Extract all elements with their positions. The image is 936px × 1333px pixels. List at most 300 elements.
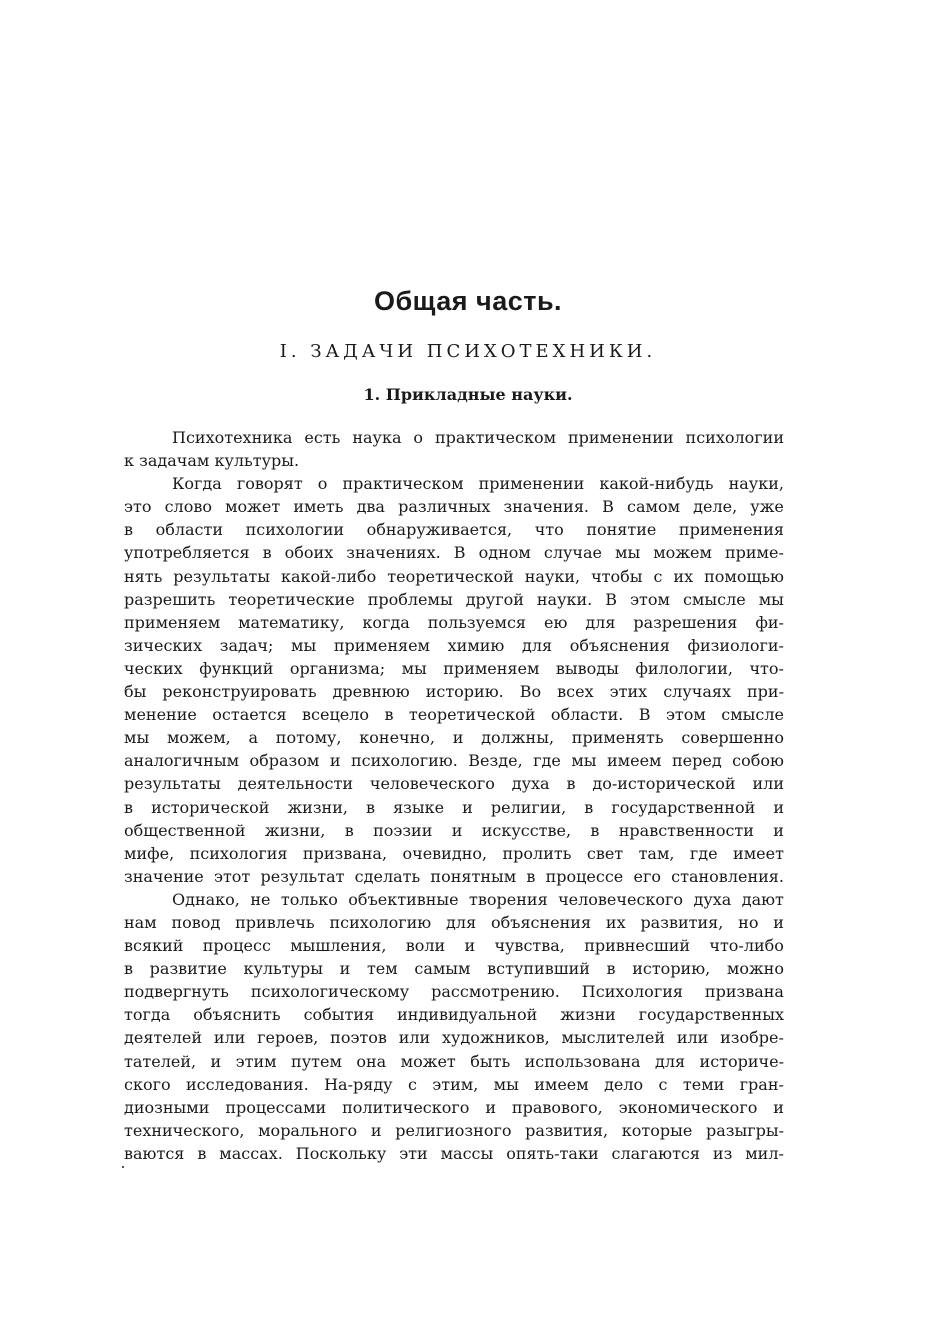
word: поэзии [373,820,433,840]
word: образом [249,751,320,771]
word: или [213,1028,246,1048]
text-line [124,980,784,1003]
word: в [262,543,272,563]
word: дают [741,889,784,909]
word: мы [758,589,784,609]
word: она [356,1051,387,1071]
word: физиологи- [687,635,784,655]
word: значения. [503,497,590,517]
word: слово [164,497,212,517]
text-line [124,865,784,888]
word: не [250,889,271,909]
text-line [124,842,784,865]
text-line [124,1003,784,1026]
word: понятие [586,520,657,540]
word: разыгры- [705,1120,784,1140]
word: ваются [124,1143,185,1163]
word: понятным [430,866,517,886]
word: реконструировать [162,682,317,702]
text-line [124,703,784,726]
word: два [356,497,385,517]
word: На-ряду [324,1074,393,1094]
word: и [329,751,341,771]
word: процессе [545,866,624,886]
word: самом [627,497,681,517]
word: привлечь [235,912,315,932]
word: этих [609,682,648,702]
word: разрешить [124,589,216,609]
word: химию [447,635,505,655]
word: государственных [638,1005,784,1025]
word: объяснить [193,1005,281,1025]
word: перед [671,751,722,771]
word: государственной [611,797,756,817]
word: только [280,889,338,909]
word: и [773,797,784,817]
word: о [317,474,328,494]
word: героев, [257,1028,319,1048]
word: наука [352,428,402,447]
word: культуры [243,959,323,979]
word: и [452,728,464,748]
word: призвана, [302,843,388,863]
word: задачам [139,451,210,471]
word: психологии [685,428,784,447]
word: дело [604,1074,644,1094]
word: самым [414,959,471,979]
word: для [446,912,477,932]
word: нравственности [618,820,754,840]
word: мыслителей [561,1028,666,1048]
word: для [585,612,616,632]
word: объяснения [491,912,592,932]
text-line [124,426,784,449]
word: его [633,866,661,886]
word: в [124,520,134,540]
word: искусстве, [481,820,572,840]
text-line [124,1073,784,1096]
word: математику, [238,612,345,632]
word: историю, [632,959,711,979]
word: объяснения [569,635,670,655]
word: языке [393,797,445,817]
word: науки, [524,566,581,586]
text-line [124,472,784,495]
word: в [526,866,536,886]
word: историче- [699,1051,784,1071]
word: какой-нибудь [599,474,714,494]
word: и [210,1051,222,1071]
word: применении [478,474,585,494]
word: процесс [202,936,271,956]
word: сделать [354,866,421,886]
word: фи- [755,612,784,632]
word: правового, [511,1097,603,1117]
word: результат [260,866,345,886]
word: и [370,1120,382,1140]
word: к [124,451,134,471]
word: привнесший [584,936,691,956]
part-title: Общая часть. [373,286,563,316]
word: случаях [663,682,731,702]
word: о [413,428,424,447]
text-line [124,657,784,680]
word: приме- [724,543,784,563]
word: мы [571,751,597,771]
word: гран- [739,1074,784,1094]
word: употребляется [124,543,250,563]
text-line [124,934,784,957]
word: В [602,497,614,517]
word: которые [621,1120,693,1140]
word: психология [189,843,288,863]
word: имеем [534,1074,589,1094]
word: опять-таки [506,1143,599,1163]
word: морального [258,1120,358,1140]
word: результаты [124,774,221,794]
word: практическом [342,474,464,494]
word: в [584,797,594,817]
word: очевидно, [402,843,488,863]
print-speck [122,1166,124,1168]
word: должны, [481,728,555,748]
word: Когда [172,474,222,494]
text-line [124,588,784,611]
word: нять [124,566,163,586]
word: деятелей [124,1028,203,1048]
word: или [398,1028,431,1048]
word: этом [630,589,670,609]
word: в [124,797,134,817]
word: до-исторической [592,774,736,794]
word: политического [342,1097,470,1117]
word: одном [478,543,531,563]
text-line [124,565,784,588]
text-line [124,449,784,472]
word: в [384,705,394,725]
word: культуры. [214,451,300,471]
word: развития, [525,1120,609,1140]
word: в [606,959,616,979]
word: и [773,1097,784,1117]
word: применении [567,428,674,447]
word: что-либо [709,936,784,956]
word: значениях. [346,543,441,563]
word: применяем [443,658,540,678]
word: в [124,959,134,979]
word: развития, [640,912,724,932]
word: тем [366,959,398,979]
word: функций [199,658,274,678]
word: мы [493,1074,519,1094]
word: для [654,1051,686,1071]
word: в [566,774,576,794]
word: результаты [173,566,270,586]
word: науки. [536,589,593,609]
word: применяем [124,612,221,632]
word: Психотехника [172,428,293,447]
word: где [689,843,718,863]
word: зических [124,635,203,655]
word: какой-либо [280,566,377,586]
word: мы [124,728,150,748]
word: жизни, [264,820,326,840]
word: пролить [502,843,572,863]
word: мы [615,543,641,563]
word: этот [213,866,251,886]
word: В [605,589,618,609]
word: смысле [721,705,784,725]
word: мил- [745,1143,784,1163]
word: путем [291,1051,342,1071]
word: филологии, [635,658,733,678]
word: экономического [618,1097,758,1117]
text-line [124,772,784,795]
word: слагаются [611,1143,700,1163]
word: и [773,820,784,840]
word: древнюю [332,682,410,702]
word: жизни [560,1005,616,1025]
word: совершенно [681,728,784,748]
word: теоретические [228,589,355,609]
word: что [534,520,564,540]
word: Везде, [468,751,523,771]
word: бы [124,682,147,702]
word: проблемы [367,589,453,609]
word: жизни, [287,797,348,817]
word: разрешения [633,612,738,632]
word: тателей, [124,1051,197,1071]
word: мы [291,635,317,655]
word: можем [653,543,712,563]
word: остается [212,705,287,725]
section-title: 1. Прикладные науки. [363,385,573,404]
word: науки, [728,474,784,494]
word: Однако, [172,889,240,909]
word: может [225,497,281,517]
word: области [155,520,224,540]
word: в [590,820,600,840]
word: воли [405,936,446,956]
word: вступивший [487,959,590,979]
word: но [738,912,759,932]
word: значение [124,866,204,886]
word: художников, [441,1028,550,1048]
word: может [400,1051,456,1071]
word: конечно, [359,728,435,748]
word: рассмотрению. [431,982,560,1002]
word: массах. [219,1143,283,1163]
word: человеческого [558,889,684,909]
text-line [124,726,784,749]
word: а [248,728,259,748]
word: всех [557,682,594,702]
word: это [124,497,152,517]
text-line [124,911,784,934]
word: психологии [245,520,345,540]
text-line [124,541,784,564]
word: для [522,635,553,655]
word: нам [124,912,157,932]
word: изобре- [720,1028,784,1048]
text-line [124,1096,784,1119]
word: события [303,1005,375,1025]
text-line [124,680,784,703]
word: и [451,820,463,840]
word: Во [519,682,542,702]
text-line [124,749,784,772]
word: случае [543,543,602,563]
word: выводы [555,658,619,678]
word: чувства, [494,936,565,956]
text-line [124,634,784,657]
word: обоих [284,543,334,563]
text-line [124,819,784,842]
word: различных [398,497,491,517]
word: ческих [124,658,183,678]
word: общественной [124,820,246,840]
word: собою [732,751,784,771]
word: в [197,1143,207,1163]
word: всякий [124,936,184,956]
word: человеческого [369,774,495,794]
word: когда [362,612,410,632]
word: использована [524,1051,641,1071]
word: теоретической [408,705,536,725]
word: деле, [693,497,738,517]
word: психологическому [250,982,410,1002]
word: и [339,959,351,979]
word: с [653,566,663,586]
word: ею [543,612,568,632]
word: Поскольку [295,1143,387,1163]
word: теми [682,1074,725,1094]
word: теоретической [387,566,514,586]
chapter-title: I. ЗАДАЧИ ПСИХОТЕХНИКИ. [279,341,657,362]
word: можно [726,959,784,979]
word: историю. [425,682,504,702]
word: деятельности [237,774,353,794]
word: духа [693,889,732,909]
word: религии, [490,797,567,817]
word: В [638,705,651,725]
word: что- [749,658,784,678]
word: и [485,1097,496,1117]
word: иметь [293,497,344,517]
word: другой [465,589,524,609]
word: говорят [236,474,303,494]
text-line [124,1119,784,1142]
word: в [344,820,354,840]
word: при- [747,682,784,702]
word: мифе, [124,843,175,863]
word: чтобы [591,566,643,586]
word: или [676,1028,709,1048]
word: процессами [225,1097,327,1117]
text-line [124,611,784,634]
word: их [673,566,694,586]
word: аналогичным [124,751,240,771]
word: мы [401,658,427,678]
word: тогда [124,1005,171,1025]
word: и [773,912,784,932]
word: массы [440,1143,494,1163]
word: исследования. [185,1074,309,1094]
word: уже [750,497,784,517]
word: свет [586,843,624,863]
word: исторической [151,797,270,817]
word: технического, [124,1120,245,1140]
word: или [752,774,784,794]
word: призвана [704,982,784,1002]
word: поэтов [330,1028,387,1048]
word: В [453,543,466,563]
text-line [124,1050,784,1073]
word: психологию [329,912,432,932]
word: творения [469,889,548,909]
word: в [366,797,376,817]
word: применять [571,728,664,748]
word: духа [511,774,550,794]
word: организма; [289,658,386,678]
word: задач; [219,635,274,655]
word: и [462,797,473,817]
word: с [407,1074,417,1094]
word: имеем [607,751,662,771]
body-text [124,426,784,1165]
word: обнаруживается, [366,520,513,540]
word: их [605,912,626,932]
word: из [712,1143,733,1163]
word: там, [638,843,675,863]
word: повод [171,912,221,932]
word: ского [124,1074,171,1094]
text-line [124,1142,784,1165]
text-line [124,1026,784,1049]
word: менение [124,705,197,725]
word: развитие [149,959,227,979]
word: мышления, [290,936,387,956]
word: потому, [275,728,342,748]
text-line [124,518,784,541]
word: практическом [435,428,557,447]
word: имеет [733,843,784,863]
word: применения [678,520,784,540]
word: где [533,751,561,771]
word: области. [550,705,624,725]
word: Психология [581,982,683,1002]
text-line [124,796,784,819]
word: эти [399,1143,428,1163]
word: пользуемся [427,612,527,632]
word: помощью [704,566,784,586]
word: становления. [671,866,784,886]
word: всецело [302,705,370,725]
word: подвергнуть [124,982,229,1002]
word: есть [304,428,341,447]
word: смысле [682,589,746,609]
word: можем, [166,728,231,748]
word: объективные [348,889,459,909]
text-line [124,957,784,980]
word: и [464,936,476,956]
text-line [124,495,784,518]
word: индивидуальной [397,1005,538,1025]
word: этим, [432,1074,479,1094]
word: с [658,1074,668,1094]
word: религиозного [395,1120,512,1140]
word: применяем [333,635,430,655]
